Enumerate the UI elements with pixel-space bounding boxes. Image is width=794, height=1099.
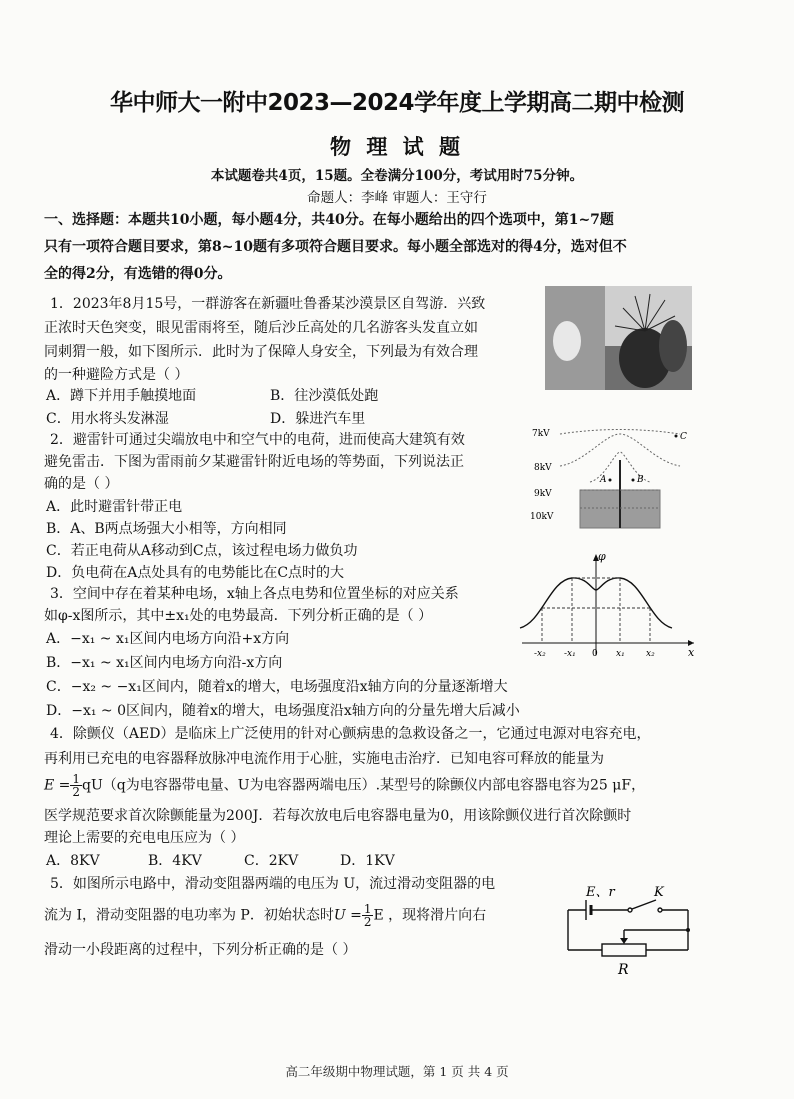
section1-line1: 一、选择题：本题共10小题，每小题4分，共40分。在每小题给出的四个选项中，第1~7题 [44,212,614,228]
q2-equipotential-figure [530,422,690,532]
q2-line3: 确的是（ ） [44,476,119,492]
q5-label-r: R [618,962,629,978]
q5-label-er: E、r [586,885,615,900]
q3-option-d: D．−x₁ ~ 0区间内，随着x的增大，电场强度沿x轴方向的分量先增大后减小 [46,703,520,719]
q5-line3: 滑动一小段距离的过程中，下列分析正确的是（ ） [44,942,357,958]
q2-line1: 2．避雷针可通过尖端放电中和空气中的电荷，进而使高大建筑有效 [50,432,465,448]
q3-line2: 如φ-x图所示，其中±x₁处的电势最高．下列分析正确的是（ ） [44,608,433,624]
q3-tick-neg-x1: -x₁ [564,649,576,659]
q5-line2-a: 流为 I，滑动变阻器的电功率为 P．初始状态时 [44,907,334,924]
q1-photo [545,286,692,390]
q3-tick-x2: x₂ [646,649,655,659]
section1-line3: 全的得2分，有选错的得0分。 [44,266,232,282]
q3-option-c: C．−x₂ ~ −x₁区间内，随着x的增大，电场强度沿x轴方向的分量逐渐增大 [46,679,508,695]
q2-line2: 避免雷击．下图为雷雨前夕某避雷针附近电场的等势面，下列说法正 [44,454,464,470]
q1-option-c: C．用水将头发淋湿 [46,411,169,427]
q3-line1: 3．空间中存在着某种电场，x轴上各点电势和位置坐标的对应关系 [50,586,459,602]
q4-line4: 医学规范要求首次除颤能量为200J．若每次放电后电容器电量为0，用该除颤仪进行首次除颤时 [44,808,632,824]
q5-line2 [44,903,486,928]
q4-line1: 4．除颤仪（AED）是临床上广泛使用的针对心颤病患的急救设备之一，它通过电源对电容充电， [50,726,651,742]
q2-point-a: A [600,475,607,485]
q5-formula-left: U = [333,907,362,924]
q5-line1: 5．如图所示电路中，滑动变阻器两端的电压为 U，流过滑动变阻器的电 [50,876,496,892]
q2-point-c: C [680,432,687,442]
q4-fraction-num: 1 [72,772,81,786]
q3-option-b: B．−x₁ ~ x₁区间内电场方向沿-x方向 [46,655,283,671]
q3-tick-x1: x₁ [616,649,625,659]
q3-tick-zero: 0 [592,649,598,659]
q1-line2: 正浓时天色突变，眼见雷雨将至，随后沙丘高处的几名游客头发直立如 [44,320,478,336]
authors: 命题人：李峰 审题人：王守行 [307,190,487,206]
q5-line2-b: E ，现将滑片向右 [373,907,487,924]
q2-label-10kv: 10kV [530,512,554,522]
q4-option-d: D．1KV [340,853,395,869]
q4-line5: 理论上需要的充电电压应为（ ） [44,830,245,846]
q1-option-b: B．往沙漠低处跑 [270,388,379,404]
q2-option-c: C．若正电荷从A移动到C点，该过程电场力做负功 [46,543,358,559]
q3-y-axis-label: φ [598,550,606,563]
q4-line2: 再利用已充电的电容器释放脉冲电流作用于心脏，实施电击治疗．已知电容可释放的能量为 [44,751,604,767]
subject-title: 物 理 试 题 [330,135,464,159]
q3-tick-neg-x2: -x₂ [534,649,546,659]
q2-point-b: B [637,475,644,485]
q2-label-8kv: 8kV [534,463,552,473]
exam-info: 本试题卷共4页，15题。全卷满分100分，考试用时75分钟。 [210,168,584,184]
q1-line3: 同刺猬一般，如下图所示．此时为了保障人身安全，下列最为有效合理 [44,344,478,360]
q4-line3-rest: qU（q为电容器带电量、U为电容器两端电压）.某型号的除颤仪内部电容器电容为25 μF， [82,777,646,794]
exam-title: 华中师大一附中2023—2024学年度上学期高二期中检测 [109,90,685,116]
q2-label-9kv: 9kV [534,489,552,499]
q4-option-b: B．4KV [148,853,202,869]
q2-option-d: D．负电荷在A点处具有的电势能比在C点时的大 [46,565,345,581]
q2-option-a: A．此时避雷针带正电 [46,499,183,515]
q4-line3 [44,773,645,798]
q5-circuit-figure [560,878,710,984]
q3-option-a: A．−x₁ ~ x₁区间内电场方向沿+x方向 [46,631,290,647]
q2-option-b: B．A、B两点场强大小相等，方向相同 [46,521,287,537]
q5-fraction-num: 1 [363,902,372,916]
q5-fraction-den: 2 [363,915,372,929]
q1-line1: 1．2023年8月15号，一群游客在新疆吐鲁番某沙漠景区自驾游．兴致 [50,296,486,312]
q5-label-k: K [654,885,664,900]
q2-label-7kv: 7kV [532,429,550,439]
page-footer: 高二年级期中物理试题，第 1 页 共 4 页 [285,1064,509,1079]
q1-line4: 的一种避险方式是（ ） [44,367,189,383]
q1-option-d: D．躲进汽车里 [270,411,366,427]
q4-option-a: A．8KV [46,853,100,869]
q5-fraction [362,903,374,928]
q4-formula-left: E = [44,777,71,794]
section1-line2: 只有一项符合题目要求，第8~10题有多项符合题目要求。每小题全部选对的得4分，选对但不 [44,239,627,255]
q3-x-axis-label: x [688,646,695,659]
q4-fraction [70,773,82,798]
q4-option-c: C．2KV [244,853,299,869]
q1-option-a: A．蹲下并用手触摸地面 [46,388,197,404]
q3-potential-graph [512,550,698,660]
q4-fraction-den: 2 [72,785,81,799]
